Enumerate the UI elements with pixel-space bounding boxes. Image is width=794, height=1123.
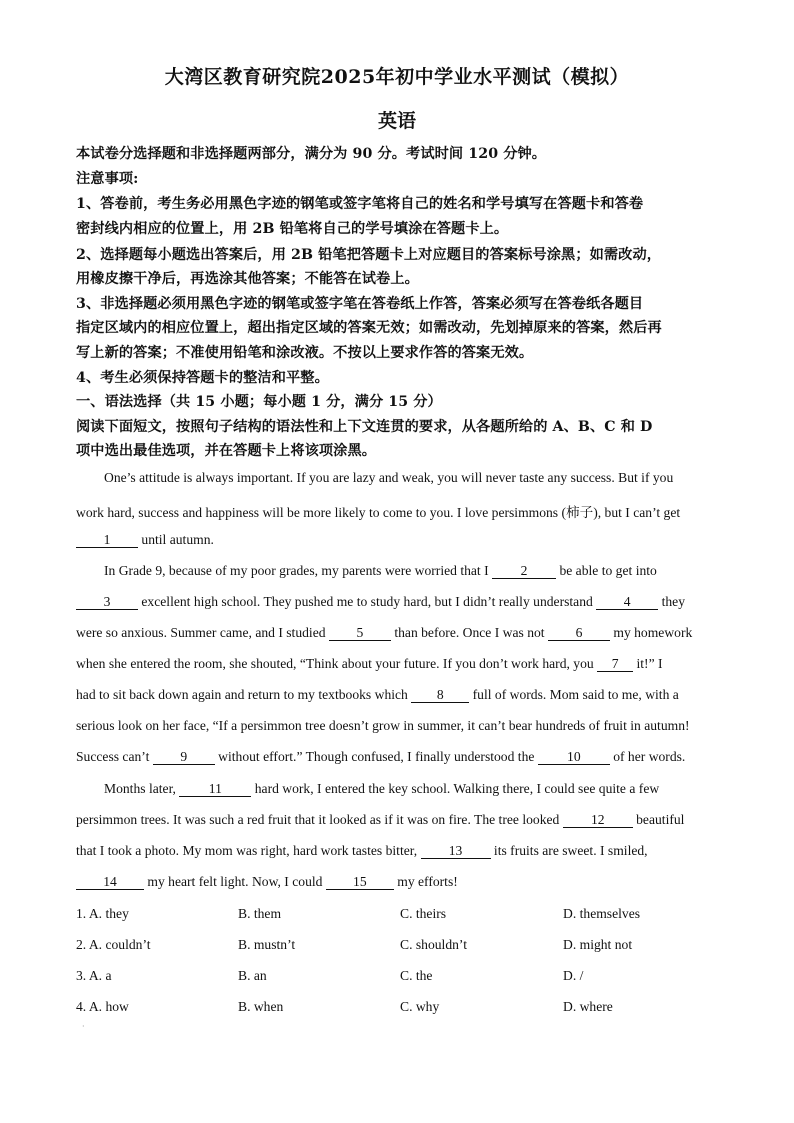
passage-line: persimmon trees. It was such a red fruit that it looked as if it was on fire. The tree looked 12 beautiful — [76, 812, 685, 827]
note-line-2: 密封线内相应的位置上，用 2B 铅笔将自己的学号填涂在答题卡上。 — [76, 221, 509, 237]
question-3-option-d: D. / — [563, 968, 584, 983]
blank-1: 1 — [76, 533, 138, 548]
passage-line: were so anxious. Summer came, and I studied 5 than before. Once I was not 6 my homework — [76, 625, 693, 640]
directions-line-1: 阅读下面短文，按照句子结构的语法性和上下文连贯的要求，从各题所给的 A、B、C 和 D — [76, 419, 653, 435]
question-1-option-b: B. them — [238, 906, 282, 921]
question-2-option-d: D. might not — [563, 937, 633, 952]
blank-13: 13 — [421, 844, 491, 859]
passage-line: when she entered the room, she shouted, “Think about your future. If you don’t work hard, you 7 it!” I — [76, 656, 663, 671]
passage-line: 3 excellent high school. They pushed me to study hard, but I didn’t really understand 4 they — [76, 594, 685, 610]
question-4-option-c: C. why — [400, 999, 440, 1014]
subject-title: 英语 — [377, 110, 416, 132]
blank-14: 14 — [76, 875, 144, 890]
blank-4: 4 — [596, 595, 658, 610]
directions-line-2: 项中选出最佳选项，并在答题卡上将该项涂黑。 — [76, 443, 377, 459]
section-heading: 一、语法选择（共 15 小题；每小题 1 分，满分 15 分） — [76, 394, 442, 410]
question-4-option-d: D. where — [563, 999, 613, 1014]
blank-10: 10 — [538, 750, 610, 765]
passage-line: Success can’t 9 without effort.” Though confused, I finally understood the 10 of her words. — [76, 749, 686, 764]
page-title: 大湾区教育研究院2025年初中学业水平测试（模拟） — [164, 66, 630, 88]
note-line-1: 1、答卷前，考生务必用黑色字迹的钢笔或签字笔将自己的姓名和学号填写在答题卡和答卷 — [76, 196, 644, 212]
question-2-option-a: 2. A. couldn’t — [76, 937, 151, 952]
blank-5: 5 — [329, 626, 391, 641]
passage-line: One’s attitude is always important. If you are lazy and weak, you will never taste any success. But if you — [104, 470, 674, 485]
notes-title: 注意事项: — [76, 171, 139, 187]
note-line-3: 2、选择题每小题选出答案后，用 2B 铅笔把答题卡上对应题目的答案标号涂黑；如需改动， — [76, 247, 662, 263]
passage-line: that I took a photo. My mom was right, hard work tastes bitter, 13 its fruits are sweet. I smiled, — [76, 843, 648, 858]
note-line-8: 4、考生必须保持答题卡的整洁和平整。 — [76, 370, 329, 386]
blank-12: 12 — [563, 813, 633, 828]
note-line-6: 指定区域内的相应位置上，超出指定区域的答案无效；如需改动，先划掉原来的答案，然后再 — [76, 320, 662, 336]
question-3-option-a: 3. A. a — [76, 968, 112, 983]
note-line-5: 3、非选择题必须用黑色字迹的钢笔或签字笔在答卷纸上作答，答案必须写在答卷纸各题目 — [76, 296, 644, 312]
blank-6: 6 — [548, 626, 610, 641]
blank-7: 7 — [597, 657, 633, 672]
blank-3: 3 — [76, 595, 138, 610]
question-1-option-a: 1. A. they — [76, 906, 129, 921]
blank-9: 9 — [153, 750, 215, 765]
question-3-option-b: B. an — [238, 968, 267, 983]
note-line-4: 用橡皮擦干净后，再选涂其他答案；不能答在试卷上。 — [76, 271, 419, 287]
passage-line: In Grade 9, because of my poor grades, my parents were worried that I 2 be able to get into — [104, 563, 657, 578]
passage-line: had to sit back down again and return to my textbooks which 8 full of words. Mom said to me, with a — [76, 687, 679, 702]
question-4-option-a: 4. A. how — [76, 999, 129, 1014]
blank-8: 8 — [411, 688, 469, 703]
question-4-option-b: B. when — [238, 999, 284, 1014]
passage-line: Months later, 11 hard work, I entered the key school. Walking there, I could see quite a few — [104, 781, 660, 796]
passage-line: 14 my heart felt light. Now, I could 15 my efforts! — [76, 874, 458, 890]
passage-line: serious look on her face, “If a persimmon tree doesn’t grow in summer, it can’t bear hundreds of fruit in autumn! — [76, 718, 690, 733]
passage-line: work hard, success and happiness will be more likely to come to you. I love persimmons (柿子), but I can’t get — [76, 505, 681, 520]
question-1-option-d: D. themselves — [563, 906, 641, 921]
page-mark: · — [82, 1022, 85, 1031]
exam-intro: 本试卷分选择题和非选择题两部分，满分为 90 分。考试时间 120 分钟。 — [76, 146, 547, 162]
blank-11: 11 — [179, 782, 251, 797]
question-2-option-b: B. mustn’t — [238, 937, 296, 952]
question-1-option-c: C. theirs — [400, 906, 447, 921]
note-line-7: 写上新的答案；不准使用铅笔和涂改液。不按以上要求作答的答案无效。 — [76, 345, 534, 361]
blank-15: 15 — [326, 875, 394, 890]
question-3-option-c: C. the — [400, 968, 433, 983]
passage-line: 1 until autumn. — [76, 532, 214, 548]
blank-2: 2 — [492, 564, 556, 579]
question-2-option-c: C. shouldn’t — [400, 937, 467, 952]
